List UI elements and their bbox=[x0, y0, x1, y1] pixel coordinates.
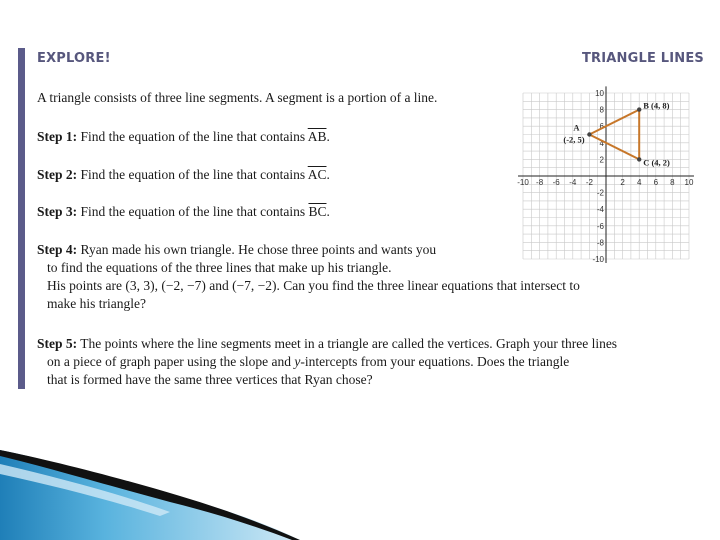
y-tick-label: -2 bbox=[596, 188, 604, 198]
step-3-text: Find the equation of the line that contains bbox=[80, 204, 309, 219]
x-tick-label: -10 bbox=[517, 178, 529, 187]
step-1-period: . bbox=[326, 129, 330, 144]
step-4 bbox=[37, 241, 580, 313]
step-2-label: Step 2: bbox=[37, 167, 78, 182]
accent-sidebar-bar bbox=[18, 48, 25, 389]
segment-ab: $\overline{AB}$ bbox=[307, 129, 327, 144]
step-5-line-3: that is formed have the same three vertices that Ryan chose? bbox=[47, 372, 373, 387]
x-tick-label: 4 bbox=[636, 178, 642, 187]
coordinate-graph bbox=[508, 80, 704, 263]
vertex-b-label: B (4, 8) bbox=[643, 100, 670, 111]
x-tick-label: -6 bbox=[552, 178, 560, 187]
step-5-line-2c: -intercepts from your equations. Does the triangle bbox=[300, 354, 570, 369]
y-tick-label: 6 bbox=[599, 122, 604, 132]
step-5-y-italic: y bbox=[294, 354, 301, 369]
x-tick-label: 6 bbox=[653, 178, 659, 187]
y-tick-label: 4 bbox=[599, 138, 604, 148]
step-5-line-2 bbox=[37, 353, 617, 371]
y-tick-label: -4 bbox=[596, 205, 604, 215]
triangle-vertices bbox=[563, 101, 670, 168]
x-tick-label: 2 bbox=[620, 178, 625, 187]
vertex-a-label: A bbox=[573, 122, 580, 133]
step-4-label: Step 4: bbox=[37, 242, 78, 257]
step-3 bbox=[37, 203, 330, 221]
explore-heading: EXPLORE! bbox=[37, 51, 111, 66]
step-2 bbox=[37, 166, 330, 184]
segment-bc: $\overline{BC}$ bbox=[308, 204, 327, 219]
x-tick-label: 10 bbox=[684, 178, 694, 187]
vertex-a-label: (-2, 5) bbox=[563, 134, 585, 145]
y-tick-label: 2 bbox=[599, 155, 604, 165]
vertex-b-dot bbox=[637, 107, 641, 111]
step-1 bbox=[37, 128, 330, 146]
step-4-line-4: make his triangle? bbox=[47, 296, 146, 311]
y-tick-label: 8 bbox=[599, 105, 604, 115]
step-5-line-2a: on a piece of graph paper using the slope and bbox=[47, 354, 295, 369]
segment-ac: $\overline{AC}$ bbox=[307, 167, 327, 182]
step-2-text: Find the equation of the line that contains bbox=[80, 167, 308, 182]
triangle-lines-heading: TRIANGLE LINES bbox=[581, 51, 704, 66]
step-5-label: Step 5: bbox=[37, 336, 78, 351]
step-1-label: Step 1: bbox=[37, 129, 78, 144]
x-tick-label: -8 bbox=[536, 178, 544, 187]
vertex-c-dot bbox=[637, 157, 641, 161]
x-tick-label: -2 bbox=[585, 178, 593, 187]
y-tick-label: -8 bbox=[596, 238, 604, 248]
step-5 bbox=[37, 335, 617, 389]
y-tick-label: 10 bbox=[595, 89, 604, 98]
step-2-period: . bbox=[326, 167, 330, 182]
vertex-a-dot bbox=[587, 132, 591, 136]
step-3-period: . bbox=[326, 204, 330, 219]
y-tick-label: -10 bbox=[592, 255, 604, 263]
step-4-line-2: to find the equations of the three lines that make up his triangle. bbox=[47, 260, 392, 275]
x-tick-label: -4 bbox=[569, 178, 577, 187]
graph-axes bbox=[518, 86, 694, 263]
step-5-line-1: The points where the line segments meet in a triangle are called the vertices. Graph your three lines bbox=[80, 336, 618, 351]
step-3-label: Step 3: bbox=[37, 204, 78, 219]
step-4-line-1: Ryan made his own triangle. He chose three points and wants you bbox=[80, 242, 437, 257]
step-1-text: Find the equation of the line that contains bbox=[80, 129, 308, 144]
step-4-line-3: His points are (3, 3), (−2, −7) and (−7, −2). Can you find the three linear equations that intersect to bbox=[47, 278, 580, 293]
vertex-c-label: C (4, 2) bbox=[643, 157, 670, 168]
decorative-wave bbox=[0, 450, 720, 540]
x-tick-label: 8 bbox=[670, 178, 675, 187]
y-tick-label: -6 bbox=[596, 221, 604, 231]
intro-text: A triangle consists of three line segments. A segment is a portion of a line. bbox=[37, 90, 438, 105]
